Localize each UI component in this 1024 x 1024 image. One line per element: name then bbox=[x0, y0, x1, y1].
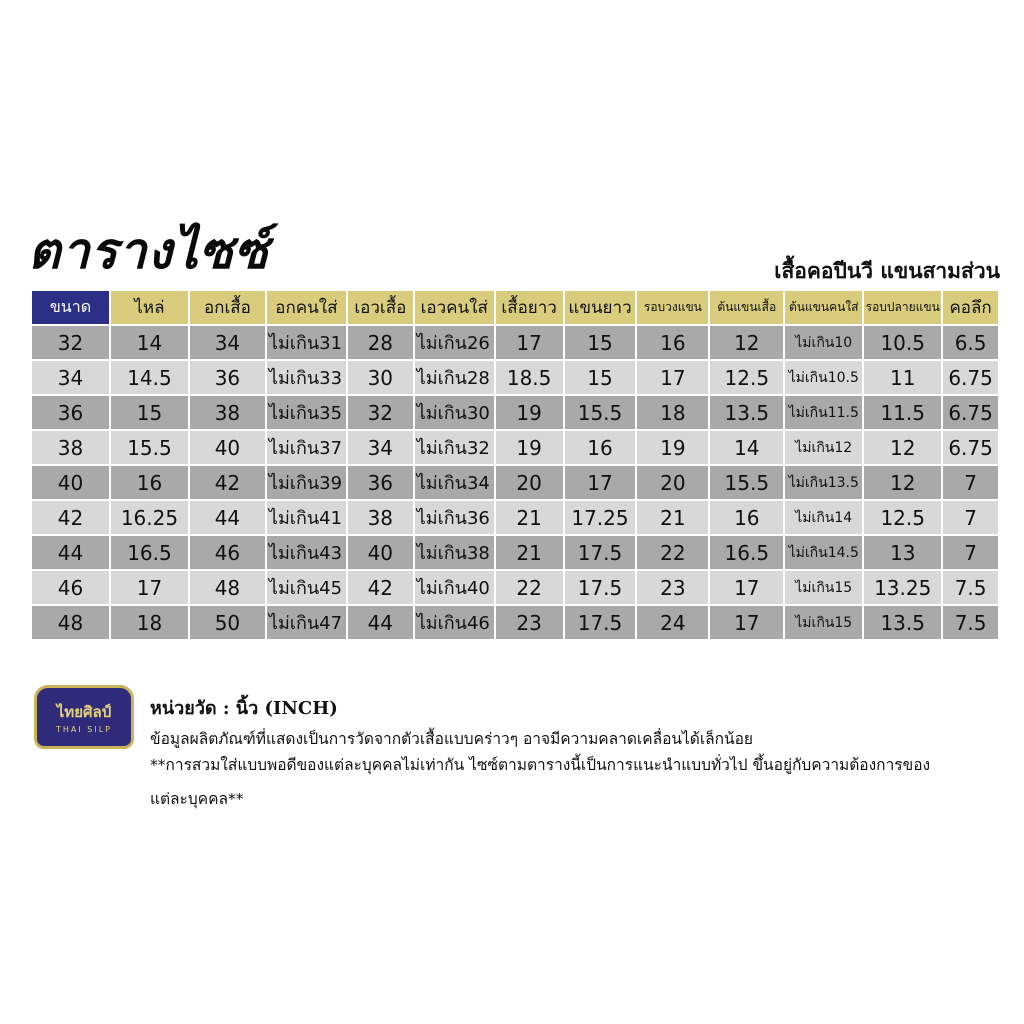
table-cell: 16.5 bbox=[710, 536, 783, 569]
table-cell: 42 bbox=[348, 571, 413, 604]
header-cell: ไหล่ bbox=[111, 291, 188, 324]
table-cell: ไม่เกิน15 bbox=[785, 571, 862, 604]
table-cell: 17.25 bbox=[565, 501, 636, 534]
table-cell: 10.5 bbox=[864, 326, 941, 359]
size-cell: 46 bbox=[32, 571, 109, 604]
table-cell: 14 bbox=[710, 431, 783, 464]
header-cell: อกเสื้อ bbox=[190, 291, 265, 324]
table-cell: 38 bbox=[190, 396, 265, 429]
note-text: ข้อมูลผลิตภัณฑ์ที่แสดงเป็นการวัดจากตัวเสื้อแบบคร่าวๆ อาจมีความคลาดเคลื่อนได้เล็กน้อย bbox=[150, 730, 754, 748]
header-cell: รอบวงแขน bbox=[637, 291, 708, 324]
table-cell: 22 bbox=[637, 536, 708, 569]
header-cell: เอวคนใส่ bbox=[415, 291, 494, 324]
table-cell: ไม่เกิน12 bbox=[785, 431, 862, 464]
header-cell: ขนาด bbox=[32, 291, 109, 324]
table-cell: 50 bbox=[190, 606, 265, 639]
table-row bbox=[32, 606, 998, 639]
table-row bbox=[32, 361, 998, 394]
table-cell: 13.25 bbox=[864, 571, 941, 604]
table-cell: 17 bbox=[496, 326, 563, 359]
table-cell: ไม่เกิน31 bbox=[267, 326, 346, 359]
table-cell: ไม่เกิน26 bbox=[415, 326, 494, 359]
table-cell: 48 bbox=[190, 571, 265, 604]
table-cell: 7 bbox=[943, 466, 998, 499]
table-cell: 23 bbox=[637, 571, 708, 604]
table-cell: 16.25 bbox=[111, 501, 188, 534]
table-cell: 13 bbox=[864, 536, 941, 569]
table-cell: 15 bbox=[565, 361, 636, 394]
logo-subtitle: THAI SILP bbox=[56, 725, 112, 734]
table-cell: 19 bbox=[496, 431, 563, 464]
table-cell: 32 bbox=[348, 396, 413, 429]
table-cell: 17.5 bbox=[565, 606, 636, 639]
table-cell: 6.75 bbox=[943, 361, 998, 394]
table-cell: 14 bbox=[111, 326, 188, 359]
table-cell: 16 bbox=[637, 326, 708, 359]
table-cell: 34 bbox=[190, 326, 265, 359]
table-cell: ไม่เกิน43 bbox=[267, 536, 346, 569]
table-cell: ไม่เกิน41 bbox=[267, 501, 346, 534]
table-cell: 19 bbox=[496, 396, 563, 429]
table-cell: ไม่เกิน34 bbox=[415, 466, 494, 499]
header-cell: แขนยาว bbox=[565, 291, 636, 324]
table-cell: 38 bbox=[348, 501, 413, 534]
table-cell: 21 bbox=[637, 501, 708, 534]
brand-logo bbox=[34, 685, 134, 749]
table-cell: 6.75 bbox=[943, 431, 998, 464]
table-cell: 12.5 bbox=[864, 501, 941, 534]
table-cell: 12 bbox=[864, 431, 941, 464]
table-row bbox=[32, 396, 998, 429]
table-cell: ไม่เกิน33 bbox=[267, 361, 346, 394]
header-cell: เสื้อยาว bbox=[496, 291, 563, 324]
header-cell: คอลึก bbox=[943, 291, 998, 324]
table-cell: ไม่เกิน39 bbox=[267, 466, 346, 499]
table-cell: 11.5 bbox=[864, 396, 941, 429]
table-cell: ไม่เกิน14 bbox=[785, 501, 862, 534]
header-cell: ต้นแขนคนใส่ bbox=[785, 291, 862, 324]
table-cell: 17.5 bbox=[565, 571, 636, 604]
table-cell: 7 bbox=[943, 536, 998, 569]
table-cell: 18 bbox=[637, 396, 708, 429]
table-cell: 7.5 bbox=[943, 571, 998, 604]
size-cell: 48 bbox=[32, 606, 109, 639]
table-cell: 13.5 bbox=[710, 396, 783, 429]
size-table-body bbox=[32, 326, 998, 639]
table-cell: 24 bbox=[637, 606, 708, 639]
page-title: ตารางไซซ์ bbox=[28, 221, 269, 280]
table-cell: 6.5 bbox=[943, 326, 998, 359]
table-cell: 6.75 bbox=[943, 396, 998, 429]
size-cell: 34 bbox=[32, 361, 109, 394]
table-row bbox=[32, 431, 998, 464]
table-cell: 34 bbox=[348, 431, 413, 464]
table-cell: 12 bbox=[864, 466, 941, 499]
table-cell: 12.5 bbox=[710, 361, 783, 394]
table-cell: 19 bbox=[637, 431, 708, 464]
logo-name: ไทยศิลป์ bbox=[56, 703, 112, 721]
table-cell: 16 bbox=[710, 501, 783, 534]
table-row bbox=[32, 326, 998, 359]
table-cell: 13.5 bbox=[864, 606, 941, 639]
table-cell: ไม่เกิน13.5 bbox=[785, 466, 862, 499]
table-cell: 15.5 bbox=[111, 431, 188, 464]
table-cell: ไม่เกิน14.5 bbox=[785, 536, 862, 569]
header-cell: รอบปลายแขน bbox=[864, 291, 941, 324]
table-cell: 22 bbox=[496, 571, 563, 604]
table-cell: 15.5 bbox=[565, 396, 636, 429]
table-cell: ไม่เกิน30 bbox=[415, 396, 494, 429]
table-row bbox=[32, 536, 998, 569]
size-cell: 42 bbox=[32, 501, 109, 534]
table-cell: 14.5 bbox=[111, 361, 188, 394]
size-chart-table bbox=[30, 289, 1000, 641]
table-cell: 20 bbox=[496, 466, 563, 499]
table-cell: 16 bbox=[565, 431, 636, 464]
table-cell: 15 bbox=[111, 396, 188, 429]
table-cell: ไม่เกิน47 bbox=[267, 606, 346, 639]
table-cell: 17 bbox=[111, 571, 188, 604]
table-row bbox=[32, 466, 998, 499]
size-cell: 32 bbox=[32, 326, 109, 359]
table-cell: ไม่เกิน10 bbox=[785, 326, 862, 359]
table-cell: 46 bbox=[190, 536, 265, 569]
table-cell: ไม่เกิน35 bbox=[267, 396, 346, 429]
table-cell: ไม่เกิน28 bbox=[415, 361, 494, 394]
header-cell: อกคนใส่ bbox=[267, 291, 346, 324]
note-text: **การสวมใส่แบบพอดีของแต่ละบุคคลไม่เท่ากัน ไซซ์ตามตารางนี้เป็นการแนะนำแบบทั่วไป ขึ้นอยู่กับความต้องการของ bbox=[150, 756, 931, 774]
table-cell: 17 bbox=[710, 606, 783, 639]
table-cell: ไม่เกิน46 bbox=[415, 606, 494, 639]
table-cell: 7 bbox=[943, 501, 998, 534]
table-cell: 23 bbox=[496, 606, 563, 639]
table-cell: ไม่เกิน45 bbox=[267, 571, 346, 604]
table-cell: ไม่เกิน40 bbox=[415, 571, 494, 604]
table-cell: 21 bbox=[496, 536, 563, 569]
table-cell: 21 bbox=[496, 501, 563, 534]
table-cell: 18 bbox=[111, 606, 188, 639]
table-cell: 18.5 bbox=[496, 361, 563, 394]
size-cell: 40 bbox=[32, 466, 109, 499]
table-cell: ไม่เกิน37 bbox=[267, 431, 346, 464]
table-cell: 42 bbox=[190, 466, 265, 499]
table-cell: 16 bbox=[111, 466, 188, 499]
table-cell: 12 bbox=[710, 326, 783, 359]
table-cell: 40 bbox=[190, 431, 265, 464]
table-cell: 40 bbox=[348, 536, 413, 569]
unit-label: หน่วยวัด : นิ้ว (INCH) bbox=[150, 698, 338, 719]
table-cell: 17 bbox=[710, 571, 783, 604]
size-cell: 44 bbox=[32, 536, 109, 569]
table-cell: 36 bbox=[190, 361, 265, 394]
table-cell: 11 bbox=[864, 361, 941, 394]
table-cell: ไม่เกิน38 bbox=[415, 536, 494, 569]
header-row bbox=[32, 291, 998, 324]
table-cell: 36 bbox=[348, 466, 413, 499]
header-cell: ต้นแขนเสื้อ bbox=[710, 291, 783, 324]
table-cell: ไม่เกิน15 bbox=[785, 606, 862, 639]
table-cell: 17 bbox=[565, 466, 636, 499]
table-cell: 44 bbox=[190, 501, 265, 534]
table-cell: ไม่เกิน32 bbox=[415, 431, 494, 464]
table-cell: 7.5 bbox=[943, 606, 998, 639]
product-subtitle: เสื้อคอปีนวี แขนสามส่วน bbox=[774, 259, 1000, 283]
table-cell: 44 bbox=[348, 606, 413, 639]
table-cell: ไม่เกิน11.5 bbox=[785, 396, 862, 429]
table-cell: 16.5 bbox=[111, 536, 188, 569]
table-cell: 28 bbox=[348, 326, 413, 359]
table-cell: ไม่เกิน36 bbox=[415, 501, 494, 534]
table-cell: 15.5 bbox=[710, 466, 783, 499]
table-row bbox=[32, 501, 998, 534]
table-cell: 17 bbox=[637, 361, 708, 394]
table-cell: 15 bbox=[565, 326, 636, 359]
size-cell: 36 bbox=[32, 396, 109, 429]
table-cell: 20 bbox=[637, 466, 708, 499]
header-cell: เอวเสื้อ bbox=[348, 291, 413, 324]
note-text: แต่ละบุคคล** bbox=[150, 790, 244, 808]
size-cell: 38 bbox=[32, 431, 109, 464]
table-cell: 30 bbox=[348, 361, 413, 394]
table-cell: ไม่เกิน10.5 bbox=[785, 361, 862, 394]
table-row bbox=[32, 571, 998, 604]
table-cell: 17.5 bbox=[565, 536, 636, 569]
